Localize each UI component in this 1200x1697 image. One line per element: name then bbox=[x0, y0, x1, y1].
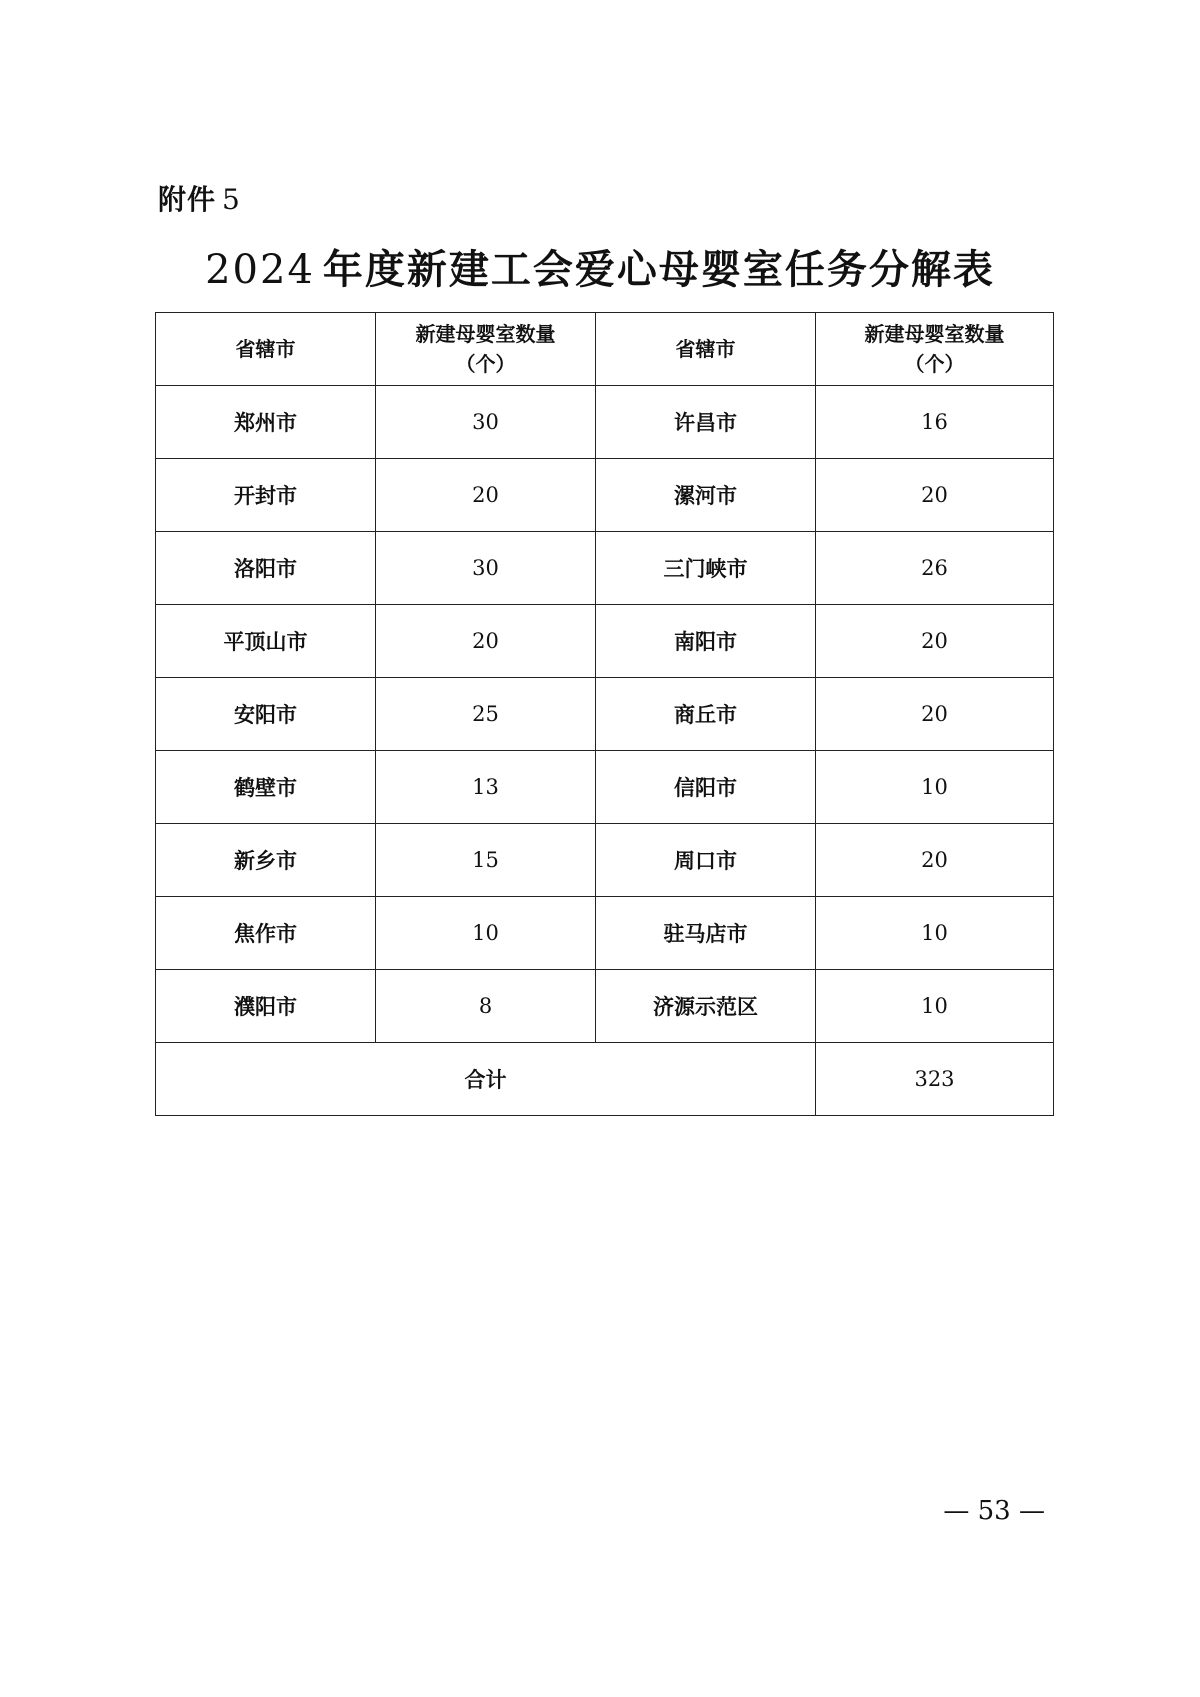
right-city-cell: 三门峡市 bbox=[596, 532, 816, 605]
right-count-cell: 10 bbox=[816, 970, 1054, 1043]
left-count-cell: 30 bbox=[376, 386, 596, 459]
right-city-cell: 周口市 bbox=[596, 824, 816, 897]
task-table bbox=[155, 312, 1054, 1116]
left-count-cell: 25 bbox=[376, 678, 596, 751]
total-row bbox=[156, 1043, 1054, 1116]
header-count-right bbox=[816, 313, 1054, 386]
right-city-cell: 驻马店市 bbox=[596, 897, 816, 970]
left-count-cell: 8 bbox=[376, 970, 596, 1043]
table-header-row bbox=[156, 313, 1054, 386]
right-city-cell: 南阳市 bbox=[596, 605, 816, 678]
table-row bbox=[156, 970, 1054, 1043]
left-city-cell: 开封市 bbox=[156, 459, 376, 532]
left-city-cell: 平顶山市 bbox=[156, 605, 376, 678]
right-city-cell: 信阳市 bbox=[596, 751, 816, 824]
right-city-cell: 济源示范区 bbox=[596, 970, 816, 1043]
left-city-cell: 安阳市 bbox=[156, 678, 376, 751]
total-value: 323 bbox=[816, 1043, 1054, 1116]
left-count-cell: 10 bbox=[376, 897, 596, 970]
right-count-cell: 10 bbox=[816, 897, 1054, 970]
left-city-cell: 濮阳市 bbox=[156, 970, 376, 1043]
right-count-cell: 10 bbox=[816, 751, 1054, 824]
left-count-cell: 15 bbox=[376, 824, 596, 897]
right-count-cell: 16 bbox=[816, 386, 1054, 459]
table-row bbox=[156, 386, 1054, 459]
title-text: 年度新建工会爱心母婴室任务分解表 bbox=[322, 247, 995, 293]
table-row bbox=[156, 532, 1054, 605]
header-region-right: 省辖市 bbox=[596, 313, 816, 386]
page-title bbox=[0, 238, 1200, 295]
attachment-label bbox=[158, 178, 241, 218]
left-count-cell: 20 bbox=[376, 459, 596, 532]
header-region-left: 省辖市 bbox=[156, 313, 376, 386]
table-row bbox=[156, 459, 1054, 532]
header-count-left-line1: 新建母婴室数量 bbox=[415, 322, 556, 346]
table-row bbox=[156, 605, 1054, 678]
left-city-cell: 郑州市 bbox=[156, 386, 376, 459]
title-year: 2024 bbox=[205, 247, 315, 293]
page-number: — 53 — bbox=[943, 1496, 1045, 1526]
right-count-cell: 20 bbox=[816, 824, 1054, 897]
total-label: 合计 bbox=[156, 1043, 816, 1116]
table-row bbox=[156, 897, 1054, 970]
left-count-cell: 20 bbox=[376, 605, 596, 678]
attachment-number: 5 bbox=[222, 183, 241, 216]
right-city-cell: 许昌市 bbox=[596, 386, 816, 459]
header-count-right-line1: 新建母婴室数量 bbox=[864, 322, 1005, 346]
table-row bbox=[156, 751, 1054, 824]
right-count-cell: 20 bbox=[816, 459, 1054, 532]
table-row bbox=[156, 678, 1054, 751]
left-city-cell: 洛阳市 bbox=[156, 532, 376, 605]
left-city-cell: 焦作市 bbox=[156, 897, 376, 970]
left-city-cell: 鹤壁市 bbox=[156, 751, 376, 824]
left-city-cell: 新乡市 bbox=[156, 824, 376, 897]
header-count-left-line2: （个） bbox=[455, 352, 516, 376]
header-count-left bbox=[376, 313, 596, 386]
header-count-right-line2: （个） bbox=[904, 352, 965, 376]
left-count-cell: 13 bbox=[376, 751, 596, 824]
right-count-cell: 20 bbox=[816, 605, 1054, 678]
right-count-cell: 26 bbox=[816, 532, 1054, 605]
right-city-cell: 漯河市 bbox=[596, 459, 816, 532]
table-body bbox=[156, 386, 1054, 1043]
table-row bbox=[156, 824, 1054, 897]
right-count-cell: 20 bbox=[816, 678, 1054, 751]
left-count-cell: 30 bbox=[376, 532, 596, 605]
attachment-label-text: 附件 bbox=[158, 183, 217, 216]
right-city-cell: 商丘市 bbox=[596, 678, 816, 751]
